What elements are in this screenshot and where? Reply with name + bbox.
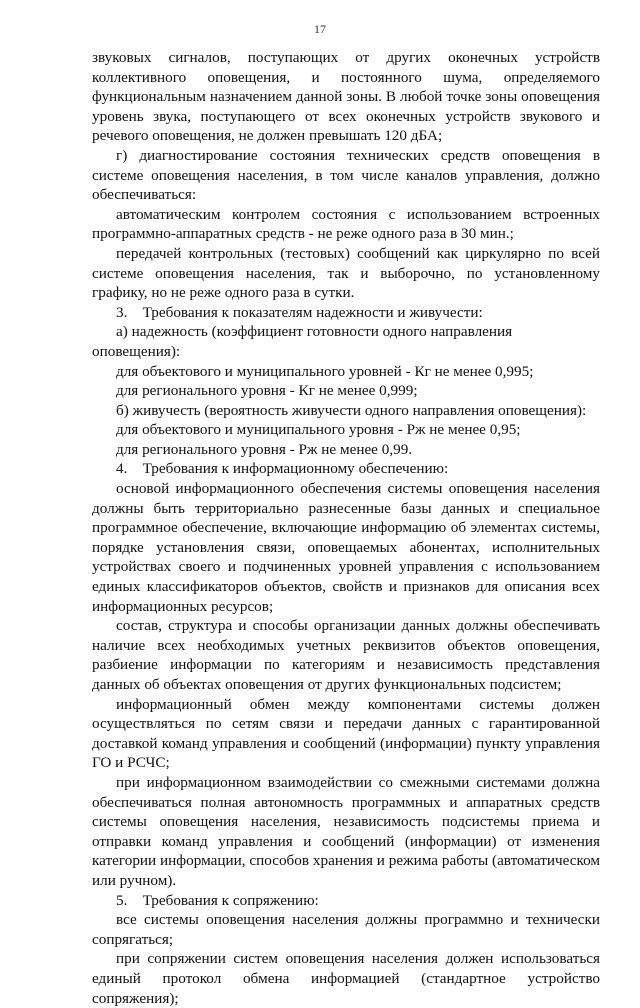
paragraph: основой информационного обеспечения системы оповещения населения должны быть территориально разнесенные базы данных и специальное программное обеспечение, включающие информацию об элементах системы, порядке установления связи, оповещаемых абонентах, исполнительных устройствах своего и подчиненных уровней управления с использованием единых классификаторов объектов, свойств и признаков для описания всех информационных ресурсов; — [92, 480, 600, 615]
paragraph: автоматическим контролем состояния с использованием встроенных программно-аппаратных средств - не реже одного раза в 30 мин.; — [92, 205, 600, 243]
paragraph: для объектового и муниципального уровней - Кг не менее 0,995; — [116, 362, 534, 380]
paragraph: при сопряжении систем оповещения населения должен использоваться единый протокол обмена информацией (стандартное устройство сопряжения); — [92, 950, 600, 1007]
paragraph: для объектового и муниципального уровня - Рж не менее 0,95; — [116, 421, 521, 439]
paragraph: для регионального уровня - Кг не менее 0,999; — [116, 382, 418, 400]
document-body — [92, 48, 600, 1008]
page-number: 17 — [314, 22, 326, 36]
paragraph: передачей контрольных (тестовых) сообщений как циркулярно по всей системе оповещения населения, так и выборочно, по установленному графику, но не реже одного раза в сутки. — [92, 244, 600, 302]
paragraph: г) диагностирование состояния технических средств оповещения в системе оповещения населения, в том числе каналов управления, должно обеспечиваться: — [92, 146, 600, 204]
paragraph: все системы оповещения населения должны программно и технически сопрягаться; — [92, 911, 600, 948]
paragraph: а) надежность (коэффициент готовности одного направления оповещения): — [92, 323, 513, 360]
paragraph: состав, структура и способы организации данных должны обеспечивать наличие всех необходимых учетных реквизитов объектов оповещения, разбиение информации по категориям и независимость представления данных об объектах оповещения от других функциональных подсистем; — [92, 617, 600, 693]
paragraph: для регионального уровня - Рж не менее 0,99. — [116, 440, 413, 458]
paragraph: информационный обмен между компонентами системы должен осуществляться по сетям связи и передачи данных с гарантированной доставкой команд управления и сообщений (информации) пункту управления ГО и РСЧС; — [92, 695, 600, 772]
paragraph: при информационном взаимодействии со смежными системами должна обеспечиваться полная автономность программных и аппаратных средств системы оповещения населения, независимость подсистемы приема и отправки команд управления и сообщений (информации) от изменения категории информации, способов хранения и режима работы (автоматическом или ручном). — [92, 773, 600, 889]
paragraph: 3. Требования к показателям надежности и живучести: — [116, 303, 483, 321]
paragraph: 4. Требования к информационному обеспечению: — [116, 460, 449, 478]
paragraph: 5. Требования к сопряжению: — [116, 891, 319, 909]
paragraph: звуковых сигналов, поступающих от других оконечных устройств коллективного оповещения, и постоянного шума, определяемого функциональным назначением данной зоны. В любой точке зоны оповещения уровень звука, поступающего от всех оконечных устройств звукового и речевого оповещения, не должен превышать 120 дБА; — [92, 49, 600, 145]
paragraph: б) живучесть (вероятность живучести одного направления оповещения): — [116, 401, 587, 419]
